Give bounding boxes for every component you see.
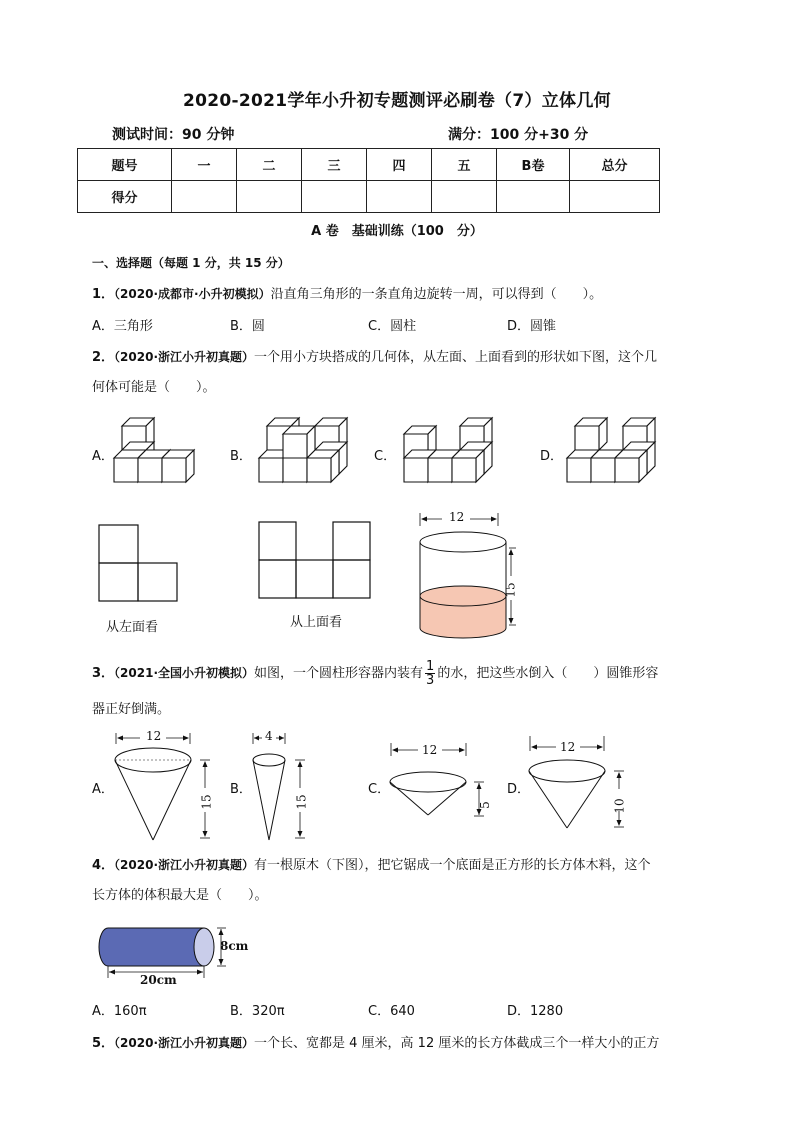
fraction-one-third	[425, 660, 435, 687]
cube-block	[283, 426, 315, 458]
log-length-label: 20cm	[140, 973, 177, 987]
cone-c-diameter: 12	[422, 743, 438, 757]
page-title: 2020-2021学年小升初专题测评必刷卷（7）立体几何	[183, 91, 611, 111]
cylinder-height-label: 15	[503, 582, 518, 598]
cube-block	[307, 450, 339, 482]
cube-block	[575, 418, 607, 450]
cone-b-diagram	[247, 730, 322, 845]
cone-a-diameter: 12	[146, 729, 162, 743]
question-2-line2: 何体可能是（ ）。	[92, 380, 216, 395]
cone-d-diagram	[524, 733, 634, 833]
question-number: 2．	[92, 350, 115, 365]
q2-option-d: D．	[540, 449, 564, 464]
q3-option-c: C．	[368, 782, 391, 797]
q1-option-c: C．圆柱	[368, 319, 417, 334]
cube-figure-c	[400, 418, 510, 488]
cone-c-diagram	[386, 740, 496, 825]
score-cell	[497, 181, 570, 213]
log-diameter-label: 8cm	[220, 939, 249, 953]
question-5	[92, 1032, 659, 1051]
table-header-cell: B卷	[497, 149, 570, 181]
score-cell	[237, 181, 302, 213]
cone-b-height: 15	[294, 794, 309, 810]
question-2	[92, 346, 657, 365]
question-source: （2020·浙江小升初真题）	[114, 858, 255, 872]
q1-option-a: A．三角形	[92, 319, 153, 334]
q2-option-a: A．	[92, 449, 114, 464]
q4-option-c: C．640	[368, 1004, 415, 1019]
cylinder-water	[420, 586, 506, 638]
score-table-header-row	[78, 149, 660, 181]
question-text: 如图，一个圆柱形容器内装有	[254, 666, 424, 681]
question-1	[92, 283, 602, 302]
q3-option-d: D．	[507, 782, 531, 797]
question-4-line2: 长方体的体积最大是（ ）。	[92, 888, 268, 903]
question-number: 1．	[92, 287, 115, 302]
question-3-line2: 器正好倒满。	[92, 702, 171, 717]
question-text: 一个长、宽都是 4 厘米，高 12 厘米的长方体截成三个一样大小的正方	[254, 1036, 660, 1051]
q3-option-a: A．	[92, 782, 114, 797]
cube-block	[615, 450, 647, 482]
cone-a-diagram	[110, 730, 220, 845]
top-view-caption: 从上面看	[290, 615, 343, 630]
question-text: 一个用小方块搭成的几何体，从左面、上面看到的形状如下图，这个几	[254, 350, 658, 365]
table-row-label: 得分	[78, 181, 172, 213]
part1-heading: 一、选择题（每题 1 分，共 15 分）	[92, 256, 290, 270]
question-4	[92, 854, 651, 873]
question-3	[92, 658, 658, 688]
cylinder-diameter-label: 12	[449, 510, 465, 524]
q3-option-b: B．	[230, 782, 252, 797]
q1-option-b: B．圆	[230, 319, 265, 334]
table-header-cell: 题号	[78, 149, 172, 181]
table-header-cell: 一	[172, 149, 237, 181]
left-view-diagram	[98, 524, 180, 604]
cone-b-diameter: 4	[265, 729, 273, 743]
question-number: 5．	[92, 1036, 115, 1051]
table-header-cell: 二	[237, 149, 302, 181]
table-header-cell: 三	[302, 149, 367, 181]
cylinder-container-diagram	[412, 508, 522, 640]
q2-option-b: B．	[230, 449, 252, 464]
test-time: 测试时间：90 分钟	[112, 127, 235, 143]
cone-c-height: 5	[477, 801, 492, 809]
cone-a-height: 15	[199, 794, 214, 810]
q4-option-a: A．160π	[92, 1004, 147, 1019]
q4-option-d: D．1280	[507, 1004, 564, 1019]
question-source: （2020·浙江小升初真题）	[114, 350, 255, 364]
question-number: 4．	[92, 858, 115, 873]
cube-figure-a	[110, 418, 220, 488]
question-source: （2021·全国小升初模拟）	[114, 666, 255, 680]
question-source: （2020·浙江小升初真题）	[114, 1036, 255, 1050]
cube-figure-b	[255, 418, 365, 488]
cube-figure-d	[563, 418, 673, 488]
cone-d-height: 10	[612, 798, 627, 814]
cube-block	[452, 450, 484, 482]
question-text: 沿直角三角形的一条直角边旋转一周，可以得到（ ）。	[270, 287, 603, 302]
top-view-diagram	[258, 521, 372, 601]
score-cell	[302, 181, 367, 213]
score-table-score-row	[78, 181, 660, 213]
table-header-cell: 总分	[570, 149, 660, 181]
q1-option-d: D．圆锥	[507, 319, 557, 334]
section-a-heading: A 卷 基础训练（100 分）	[311, 224, 483, 239]
table-header-cell: 五	[432, 149, 497, 181]
q4-option-b: B．320π	[230, 1004, 285, 1019]
score-cell	[570, 181, 660, 213]
left-view-caption: 从左面看	[106, 620, 159, 635]
cube-block	[162, 450, 194, 482]
question-text-cont: 的水，把这些水倒入（ ）圆锥形容	[437, 666, 659, 681]
cone-d-diameter: 12	[560, 740, 576, 754]
score-cell	[432, 181, 497, 213]
score-cell	[172, 181, 237, 213]
question-source: （2020·成都市·小升初模拟）	[114, 287, 271, 301]
table-header-cell: 四	[367, 149, 432, 181]
score-cell	[367, 181, 432, 213]
q2-option-c: C．	[374, 449, 397, 464]
question-number: 3．	[92, 666, 115, 681]
fraction-denominator: 3	[426, 673, 435, 688]
fraction-numerator: 1	[426, 659, 435, 674]
question-text: 有一根原木（下图），把它锯成一个底面是正方形的长方体木料，这个	[254, 858, 651, 873]
score-table	[77, 148, 660, 213]
full-score: 满分：100 分+30 分	[448, 127, 589, 143]
